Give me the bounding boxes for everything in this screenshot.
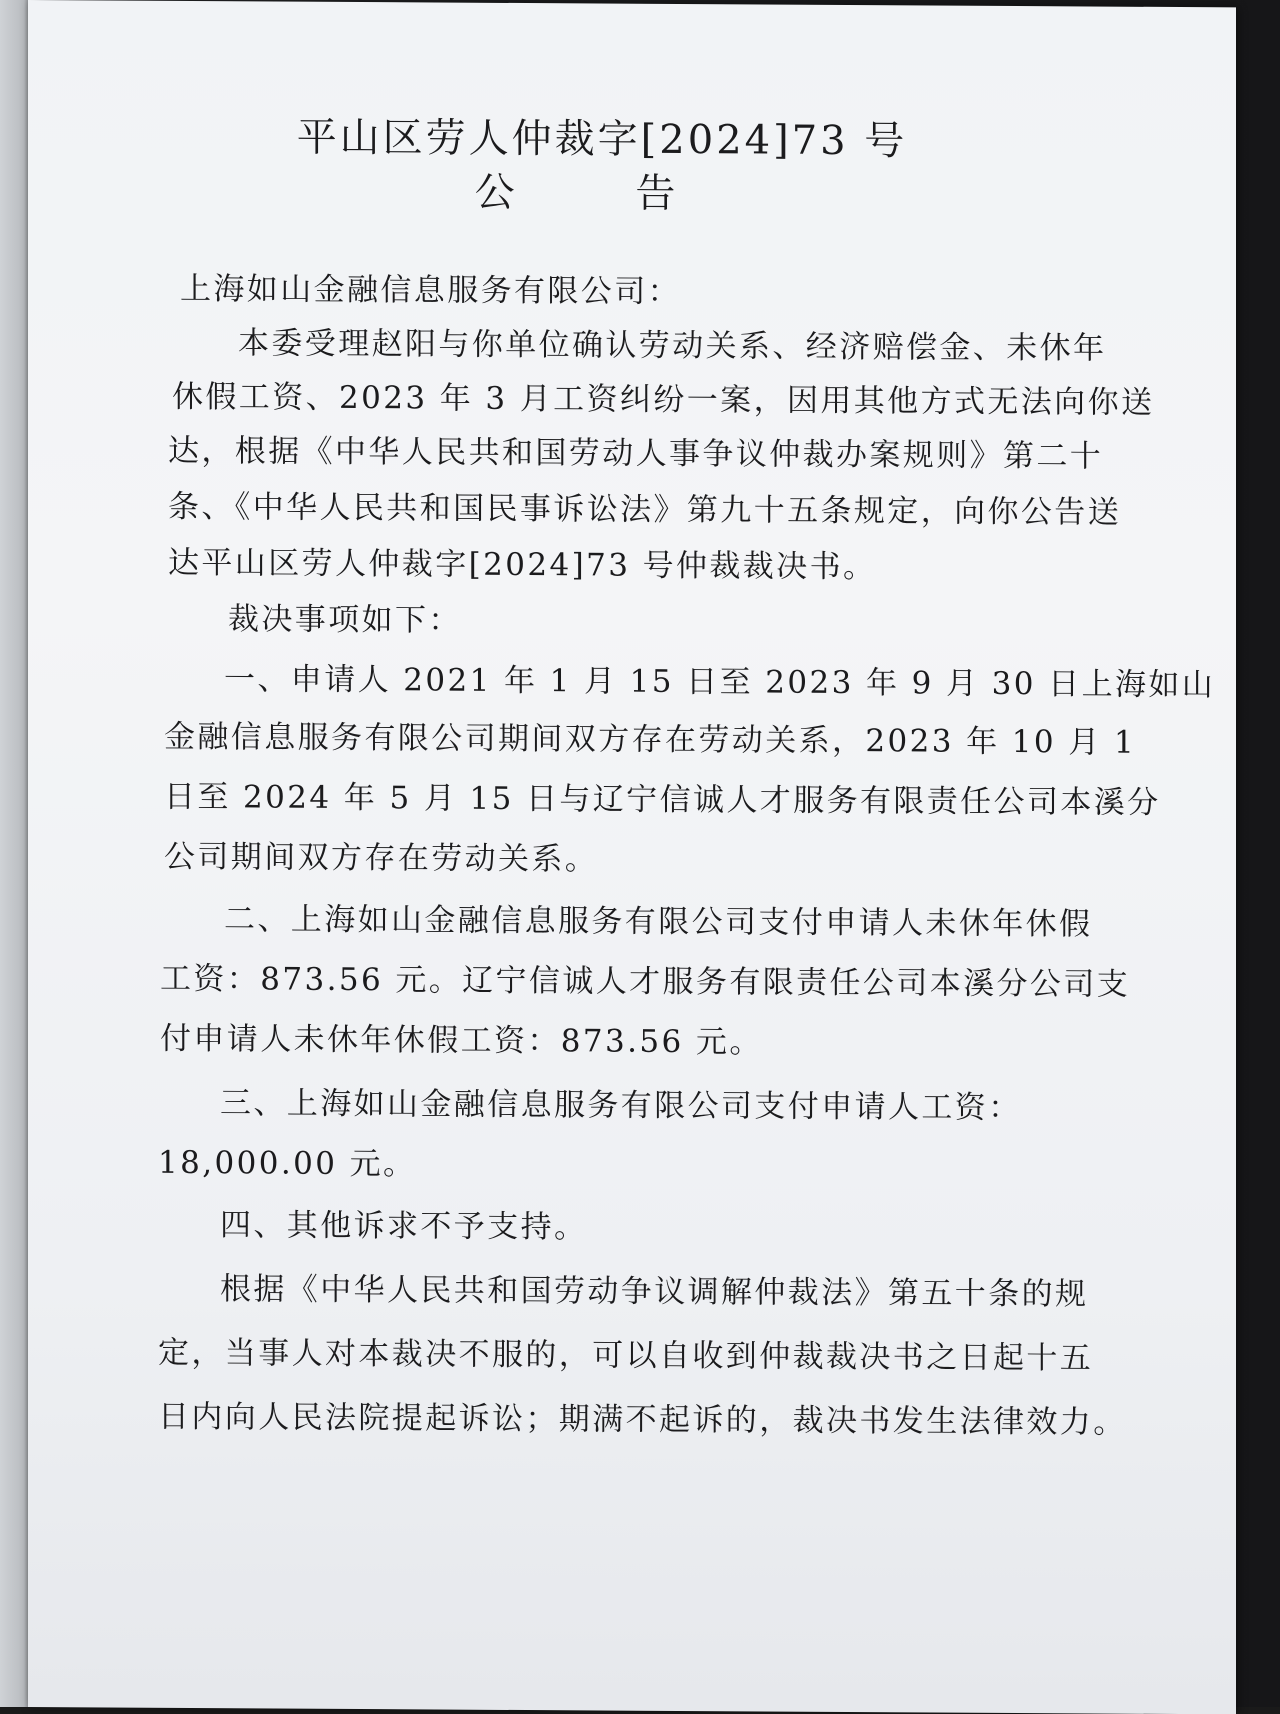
body-line: 定，当事人对本裁决不服的，可以自收到仲裁裁决书之日起十五 [158, 1334, 1094, 1377]
notice-heading: 公 告 [474, 169, 730, 218]
body-line: 公司期间双方存在劳动关系。 [164, 838, 599, 878]
body-line: 金融信息服务有限公司期间双方存在劳动关系，2023 年 10 月 1 [164, 718, 1137, 761]
body-line: 日内向人民法院提起诉讼；期满不起诉的，裁决书发生法律效力。 [158, 1398, 1127, 1441]
body-line: 18,000.00 元。 [158, 1144, 417, 1183]
body-line: 达，根据《中华人民共和国劳动人事争议仲裁办案规则》第二十 [168, 432, 1104, 475]
body-line: 本委受理赵阳与你单位确认劳动关系、经济赔偿金、未休年 [238, 325, 1107, 367]
body-line: 日至 2024 年 5 月 15 日与辽宁信诚人才服务有限责任公司本溪分 [164, 778, 1161, 821]
body-line: 付申请人未休年休假工资：873.56 元。 [160, 1020, 763, 1061]
ruling-item-2: 二、上海如山金融信息服务有限公司支付申请人未休年休假 [224, 901, 1093, 943]
body-line: 休假工资、2023 年 3 月工资纠纷一案，因用其他方式无法向你送 [172, 378, 1155, 421]
body-line: 达平山区劳人仲裁字[2024]73 号仲裁裁决书。 [168, 544, 877, 586]
ruling-item-3: 三、上海如山金融信息服务有限公司支付申请人工资： [220, 1085, 1022, 1127]
ruling-item-4: 四、其他诉求不予支持。 [220, 1207, 588, 1246]
paper-sheet [28, 0, 1236, 1714]
legal-basis: 根据《中华人民共和国劳动争议调解仲裁法》第五十条的规 [220, 1271, 1089, 1313]
ruling-intro: 裁决事项如下： [228, 601, 462, 639]
body-line: 工资：873.56 元。辽宁信诚人才服务有限责任公司本溪分公司支 [160, 960, 1131, 1003]
case-number-title: 平山区劳人仲裁字[2024]73 号 [296, 114, 908, 165]
ruling-item-1: 一、申请人 2021 年 1 月 15 日至 2023 年 9 月 30 日上海如山 [224, 661, 1216, 704]
body-line: 条、《中华人民共和国民事诉讼法》第九十五条规定，向你公告送 [168, 488, 1122, 531]
addressee: 上海如山金融信息服务有限公司： [180, 270, 681, 310]
